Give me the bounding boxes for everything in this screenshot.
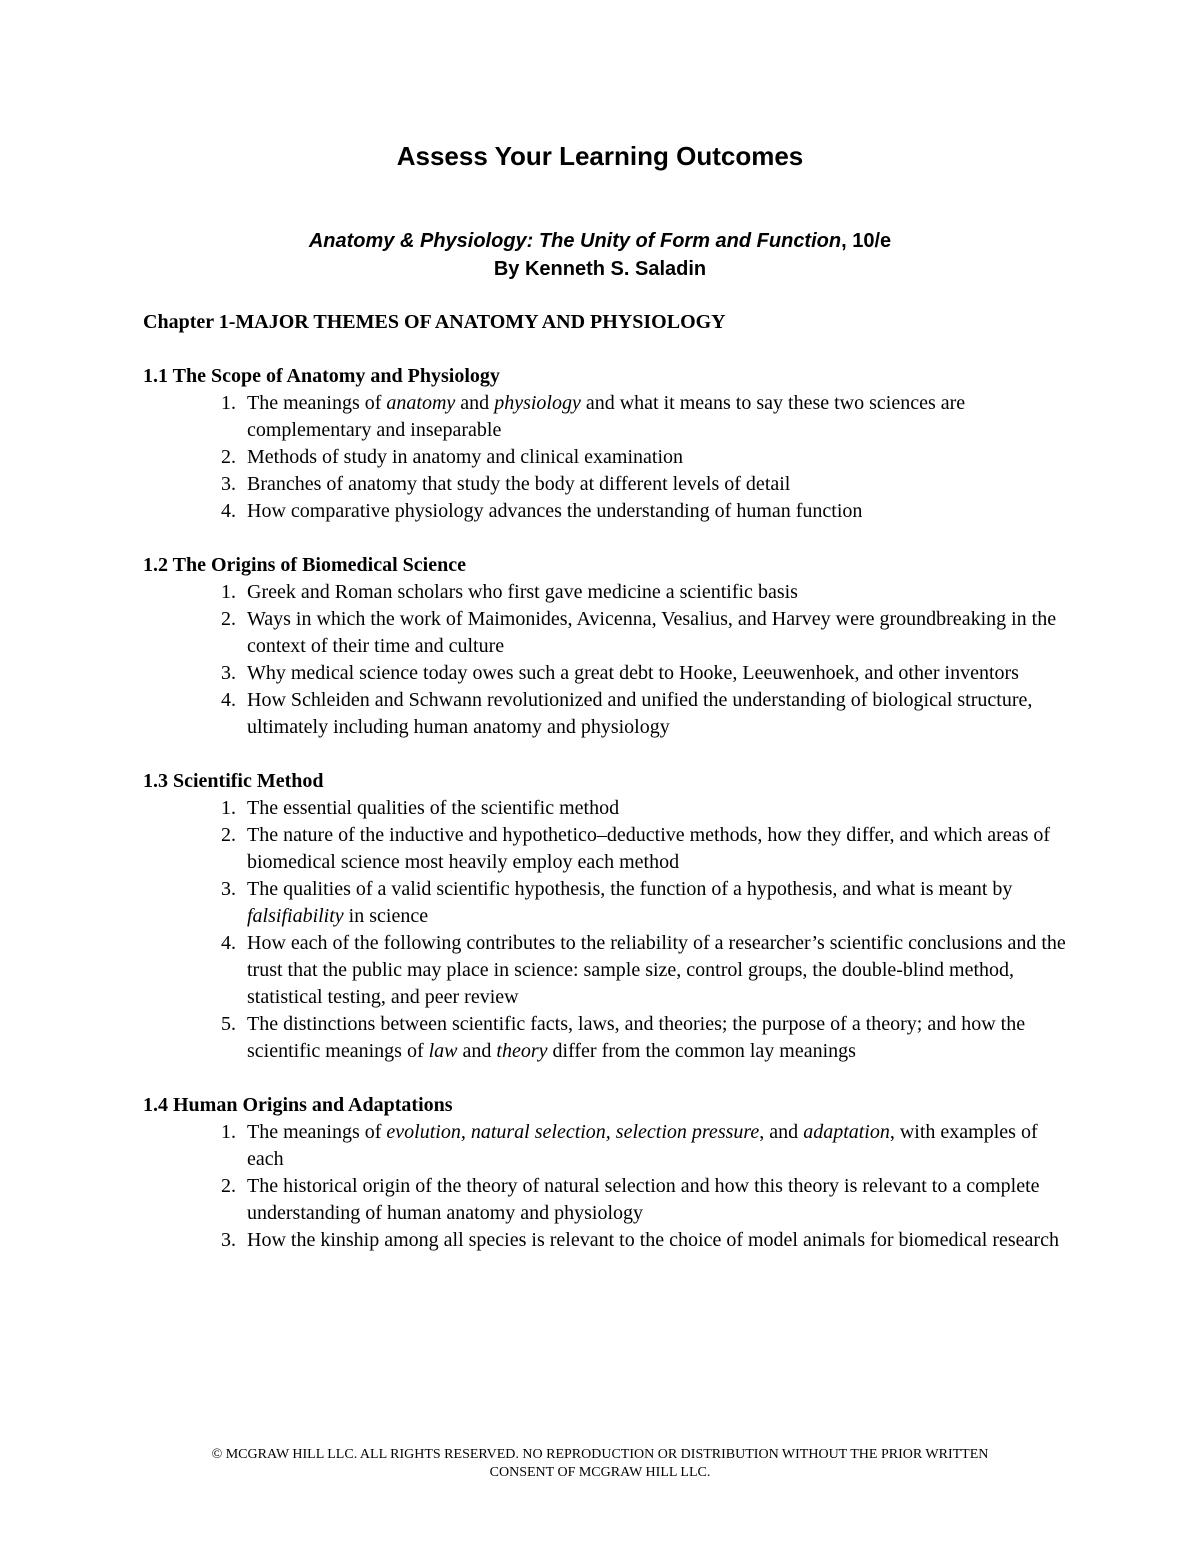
item-text xyxy=(247,1119,1073,1173)
outcome-item xyxy=(143,795,1073,822)
copyright-footer xyxy=(0,1446,1200,1482)
text-run: The historical origin of the theory of natural selection and how this theory is relevant to a complete understanding of human anatomy and physiology xyxy=(247,1175,1040,1224)
book-edition: , 10/e xyxy=(841,230,892,252)
text-run: The meanings of xyxy=(247,392,387,414)
item-number: 1. xyxy=(221,1121,236,1143)
item-number: 2. xyxy=(221,1175,236,1197)
italic-term: adaptation xyxy=(803,1121,890,1143)
item-number: 2. xyxy=(221,824,236,846)
item-text xyxy=(247,795,1073,822)
text-run: differ from the common lay meanings xyxy=(547,1040,856,1062)
outcome-item xyxy=(143,498,1073,525)
item-text xyxy=(247,660,1073,687)
text-run: How each of the following contributes to the reliability of a researcher’s scientific conclusions and the trust that the public may place in science: sample size, control groups, the double-blind method, statistical testing, and peer review xyxy=(247,932,1066,1008)
outcome-item xyxy=(143,687,1073,741)
text-run: and xyxy=(455,392,495,414)
italic-term: theory xyxy=(496,1040,548,1062)
text-run: How comparative physiology advances the understanding of human function xyxy=(247,500,863,522)
sections-container xyxy=(143,363,1073,1254)
italic-term: law xyxy=(428,1040,458,1062)
item-number: 4. xyxy=(221,500,236,522)
text-run: Greek and Roman scholars who first gave medicine a scientific basis xyxy=(247,581,798,603)
item-number: 3. xyxy=(221,878,236,900)
item-number: 2. xyxy=(221,608,236,630)
item-text xyxy=(247,876,1073,930)
outcome-list xyxy=(143,390,1073,525)
item-number: 4. xyxy=(221,689,236,711)
item-text xyxy=(247,687,1073,741)
italic-term: evolution, natural selection, selection pressure xyxy=(386,1121,760,1143)
text-run: Why medical science today owes such a great debt to Hooke, Leeuwenhoek, and other inventors xyxy=(247,662,1019,684)
item-text xyxy=(247,498,1073,525)
outcome-item xyxy=(143,822,1073,876)
text-run: in science xyxy=(343,905,429,927)
italic-term: anatomy xyxy=(386,392,456,414)
item-number: 1. xyxy=(221,797,236,819)
text-run: and what it means to say these two sciences are complementary and inseparable xyxy=(247,392,966,441)
text-run: The nature of the inductive and hypothetico–deductive methods, how they differ, and which areas of biomedical science most heavily employ each method xyxy=(247,824,1051,873)
text-run: Branches of anatomy that study the body at different levels of detail xyxy=(247,473,791,495)
text-run: Methods of study in anatomy and clinical examination xyxy=(247,446,684,468)
outcome-item xyxy=(143,1173,1073,1227)
item-number: 3. xyxy=(221,473,236,495)
outcome-list xyxy=(143,579,1073,741)
item-number: 2. xyxy=(221,446,236,468)
outcome-item xyxy=(143,1119,1073,1173)
item-text xyxy=(247,1011,1073,1065)
outcome-item xyxy=(143,606,1073,660)
italic-term: falsifiability xyxy=(247,905,344,927)
text-run: Ways in which the work of Maimonides, Avicenna, Vesalius, and Harvey were groundbreaking in the context of their time and culture xyxy=(247,608,1057,657)
outcome-list xyxy=(143,1119,1073,1254)
item-number: 1. xyxy=(221,392,236,414)
text-run: , with examples of each xyxy=(247,1121,1038,1170)
outcome-item xyxy=(143,444,1073,471)
text-run: , and xyxy=(759,1121,804,1143)
book-author: By Kenneth S. Saladin xyxy=(493,258,707,280)
item-text xyxy=(247,1173,1073,1227)
text-run: The essential qualities of the scientific method xyxy=(247,797,620,819)
outcome-item xyxy=(143,660,1073,687)
section-heading: 1.1 The Scope of Anatomy and Physiology xyxy=(143,365,500,387)
text-run: The qualities of a valid scientific hypothesis, the function of a hypothesis, and what is meant by xyxy=(247,878,1013,900)
outcome-item xyxy=(143,1011,1073,1065)
outcomes-content xyxy=(143,309,1073,1281)
outcome-item xyxy=(143,579,1073,606)
item-text xyxy=(247,471,1073,498)
section-heading: 1.4 Human Origins and Adaptations xyxy=(143,1094,453,1116)
text-run: The distinctions between scientific facts, laws, and theories; the purpose of a theory; and how the scientific meanings of xyxy=(247,1013,1026,1062)
book-title: Anatomy & Physiology: The Unity of Form and Function xyxy=(308,230,842,252)
text-run: How the kinship among all species is relevant to the choice of model animals for biomedical research xyxy=(247,1229,1059,1251)
book-title-line xyxy=(0,228,1200,255)
item-number: 1. xyxy=(221,581,236,603)
italic-term: physiology xyxy=(494,392,581,414)
text-run: How Schleiden and Schwann revolutionized and unified the understanding of biological structure, ultimately including human anatomy and physiology xyxy=(247,689,1033,738)
item-text xyxy=(247,444,1073,471)
item-text xyxy=(247,606,1073,660)
text-run: The meanings of xyxy=(247,1121,387,1143)
outcome-list xyxy=(143,795,1073,1065)
page-title: Assess Your Learning Outcomes xyxy=(396,141,804,171)
item-text xyxy=(247,822,1073,876)
outcome-item xyxy=(143,471,1073,498)
chapter-heading: Chapter 1-MAJOR THEMES OF ANATOMY AND PHYSIOLOGY xyxy=(143,311,726,333)
footer-line-1: © MCGRAW HILL LLC. ALL RIGHTS RESERVED. NO REPRODUCTION OR DISTRIBUTION WITHOUT THE PRIOR WRITTEN xyxy=(211,1447,989,1462)
item-text xyxy=(247,930,1073,1011)
item-number: 5. xyxy=(221,1013,236,1035)
section-heading: 1.2 The Origins of Biomedical Science xyxy=(143,554,466,576)
outcome-item xyxy=(143,876,1073,930)
outcome-item xyxy=(143,930,1073,1011)
item-text xyxy=(247,1227,1073,1254)
section-heading: 1.3 Scientific Method xyxy=(143,770,324,792)
item-number: 4. xyxy=(221,932,236,954)
outcome-item xyxy=(143,390,1073,444)
item-number: 3. xyxy=(221,1229,236,1251)
text-run: and xyxy=(457,1040,497,1062)
item-text xyxy=(247,390,1073,444)
item-text xyxy=(247,579,1073,606)
footer-line-2: CONSENT OF MCGRAW HILL LLC. xyxy=(489,1465,711,1480)
outcome-item xyxy=(143,1227,1073,1254)
item-number: 3. xyxy=(221,662,236,684)
